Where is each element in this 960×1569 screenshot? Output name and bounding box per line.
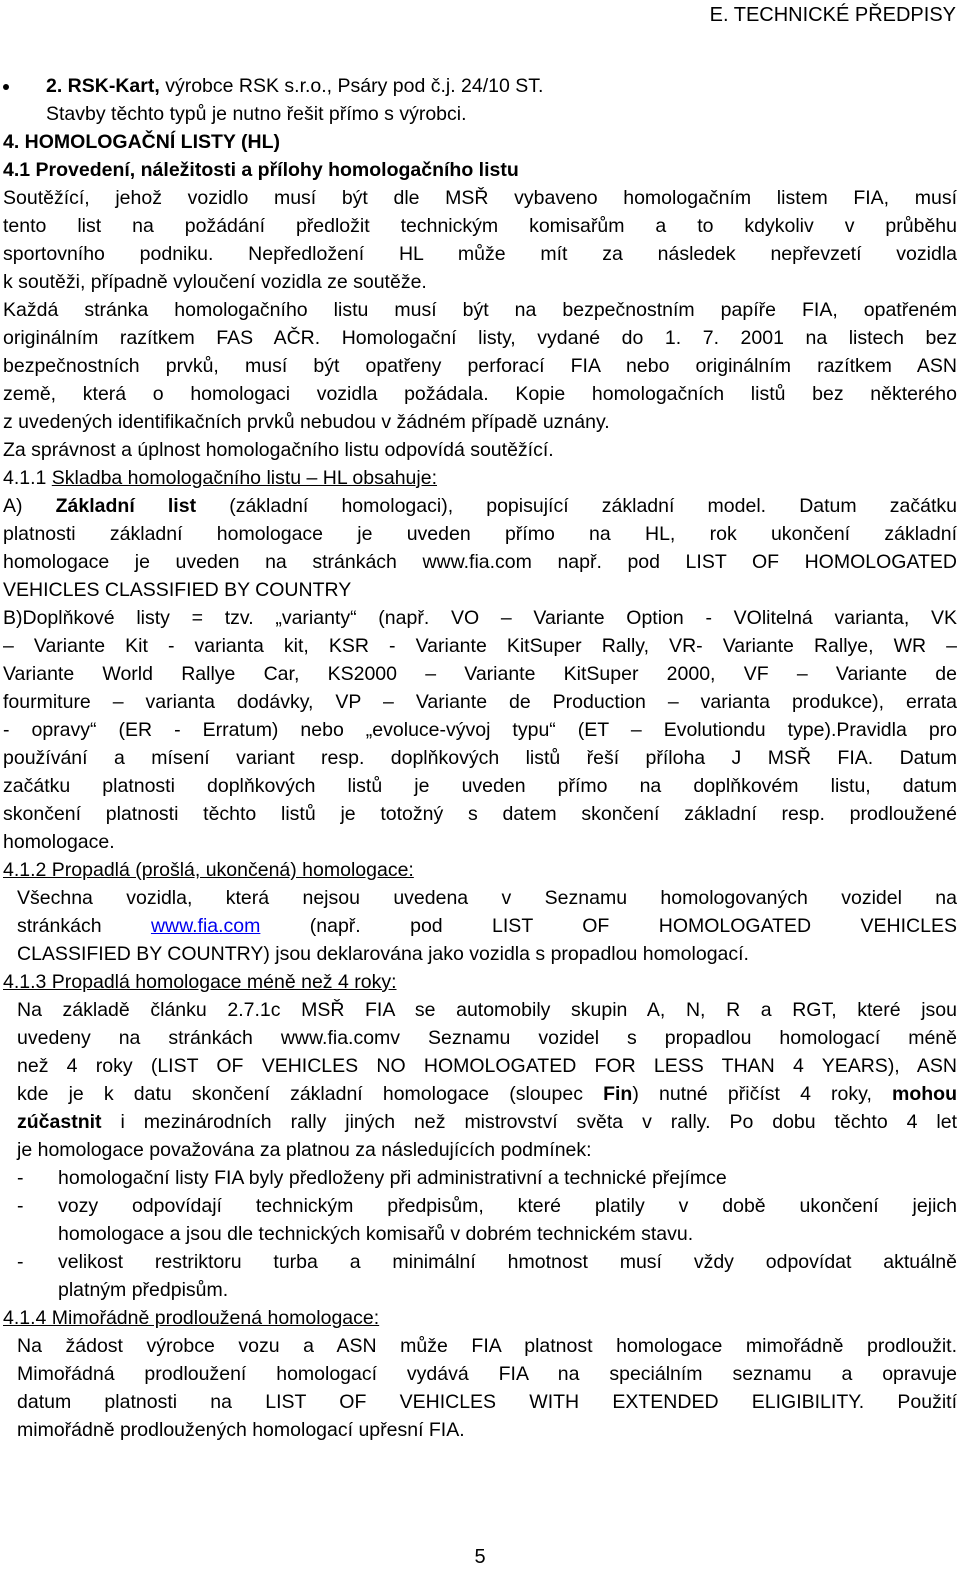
- paragraph-line: Všechna vozidla, která nejsou uvedena v Seznamu homologovaných vozidel na: [17, 887, 957, 909]
- paragraph-line: – Variante Kit - varianta kit, KSR - Variante KitSuper Rally, VR- Variante Rallye, WR –: [3, 635, 957, 657]
- paragraph-line: B)Doplňkové listy = tzv. „varianty“ (např. VO – Variante Option - VOlitelná varianta, VK: [3, 607, 957, 629]
- bullet-title: 2. RSK-Kart,: [46, 75, 160, 97]
- paragraph-line: Soutěžící, jehož vozidlo musí být dle MSŘ vybaveno homologačním listem FIA, musí: [3, 187, 957, 209]
- paragraph-line: bezpečnostních prvků, musí být opatřeny perforací FIA nebo originálním razítkem ASN: [3, 355, 957, 377]
- paragraph-line: Za správnost a úplnost homologačního listu odpovídá soutěžící.: [3, 439, 554, 461]
- paragraph-line: - opravy“ (ER - Erratum) nebo „evoluce-vývoj typu“ (ET – Evolutiondu type).Pravidla pro: [3, 719, 957, 741]
- paragraph-line: Mimořádná prodloužení homologací vydává FIA na speciálním seznamu a opravuje: [17, 1363, 957, 1385]
- paragraph-line: Na žádost výrobce vozu a ASN může FIA platnost homologace mimořádně prodloužit.: [17, 1335, 957, 1357]
- paragraph-line: datum platnosti na LIST OF VEHICLES WITH EXTENDED ELIGIBILITY. Použití: [17, 1391, 957, 1413]
- paragraph-line: A): [3, 495, 56, 517]
- subsection-heading: Skladba homologačního listu – HL obsahuje:: [51, 467, 437, 489]
- subsection-heading: 4.1.2 Propadlá (prošlá, ukončená) homologace:: [3, 859, 414, 881]
- paragraph-line: Variante World Rallye Car, KS2000 – Variante KitSuper 2000, VF – Variante de: [3, 663, 957, 685]
- paragraph-line: uvedeny na stránkách www.fia.comv Seznamu vozidel s propadlou homologací méně: [17, 1027, 957, 1049]
- paragraph-line: i mezinárodních rally jiných než mistrovství světa v rally. Po dobu těchto 4 let: [101, 1111, 957, 1133]
- subsection-heading: 4.1.4 Mimořádně prodloužená homologace:: [3, 1307, 380, 1329]
- fia-link[interactable]: www.fia.com: [150, 915, 261, 937]
- bullet-icon: [3, 84, 9, 90]
- list-item: [17, 1192, 957, 1248]
- paragraph-line: homologace je uveden na stránkách www.fia.com např. pod LIST OF HOMOLOGATED: [3, 551, 957, 573]
- list-item: [17, 1248, 957, 1304]
- page-number: 5: [474, 1546, 486, 1568]
- paragraph-line: (např. pod LIST OF HOMOLOGATED VEHICLES: [260, 915, 957, 937]
- bullet-item: [3, 72, 957, 128]
- paragraph-line: tento list na požádání předložit technickým komisařům a to kdykoliv v průběhu: [3, 215, 957, 237]
- paragraph-line: fourmiture – varianta dodávky, VP – Variante de Production – varianta produkce), errata: [3, 691, 957, 713]
- paragraph-line: Každá stránka homologačního listu musí být na bezpečnostním papíře FIA, opatřeném: [3, 299, 957, 321]
- list-item-text: homologační listy FIA byly předloženy při administrativní a technické přejímce: [58, 1167, 727, 1189]
- dash-marker: -: [17, 1195, 24, 1217]
- term-bold: zúčastnit: [17, 1111, 102, 1133]
- bullet-text: výrobce RSK s.r.o., Psáry pod č.j. 24/10 ST.: [159, 75, 544, 97]
- paragraph-line: (základní homologaci), popisující základní model. Datum začátku: [196, 495, 957, 517]
- paragraph-line: mimořádně prodloužených homologací upřesní FIA.: [17, 1419, 465, 1441]
- running-header: E. TECHNICKÉ PŘEDPISY: [709, 4, 956, 26]
- paragraph-line: je homologace považována za platnou za následujících podmínek:: [17, 1139, 592, 1161]
- paragraph-line: používání a mísení variant resp. doplňkových listů řeší příloha J MSŘ FIA. Datum: [3, 747, 957, 769]
- bullet-text: Stavby těchto typů je nutno řešit přímo s výrobci.: [46, 103, 467, 125]
- paragraph-line: skončení platnosti těchto listů je totožný s datem skončení základní resp. prodloužené: [3, 803, 957, 825]
- paragraph-line: sportovního podniku. Nepředložení HL může mít za následek nepřevzetí vozidla: [3, 243, 957, 265]
- term-bold: mohou: [892, 1083, 957, 1105]
- section-heading: 4.1 Provedení, náležitosti a přílohy homologačního listu: [3, 159, 519, 181]
- list-item-text: homologace a jsou dle technických komisařů v dobrém technickém stavu.: [58, 1223, 694, 1245]
- subsection-heading: 4.1.3 Propadlá homologace méně než 4 roky:: [3, 971, 397, 993]
- list-item-text: platným předpisům.: [58, 1279, 229, 1301]
- paragraph-line: platnosti základní homologace je uveden přímo na HL, rok ukončení základní: [3, 523, 957, 545]
- paragraph-line: země, která o homologaci vozidla požádala. Kopie homologačních listů bez některého: [3, 383, 957, 405]
- document-body: [3, 72, 957, 1444]
- list-item-text: velikost restriktoru turba a minimální hmotnost musí vždy odpovídat aktuálně: [58, 1251, 957, 1273]
- paragraph-line: stránkách: [17, 915, 151, 937]
- dash-marker: -: [17, 1251, 24, 1273]
- paragraph-line: k soutěži, případně vyloučení vozidla ze soutěže.: [3, 271, 427, 293]
- paragraph-line: Na základě článku 2.7.1c MSŘ FIA se automobily skupin A, N, R a RGT, které jsou: [17, 999, 957, 1021]
- paragraph-line: kde je k datu skončení základní homologace (sloupec: [17, 1083, 604, 1105]
- paragraph-line: VEHICLES CLASSIFIED BY COUNTRY: [3, 579, 352, 601]
- list-item-text: vozy odpovídají technickým předpisům, které platily v době ukončení jejich: [58, 1195, 957, 1217]
- dash-marker: -: [17, 1167, 24, 1189]
- term-bold: Fin: [603, 1083, 633, 1105]
- paragraph-line: začátku platnosti doplňkových listů je uveden přímo na doplňkovém listu, datum: [3, 775, 957, 797]
- term-bold: Základní list: [55, 495, 197, 517]
- list-item: [17, 1164, 957, 1192]
- paragraph-line: originálním razítkem FAS AČR. Homologační listy, vydané do 1. 7. 2001 na listech bez: [3, 327, 957, 349]
- paragraph-line: z uvedených identifikačních prvků nebudou v žádném případě uznány.: [3, 411, 610, 433]
- paragraph-line: než 4 roky (LIST OF VEHICLES NO HOMOLOGATED FOR LESS THAN 4 YEARS), ASN: [17, 1055, 957, 1077]
- paragraph-line: homologace.: [3, 831, 115, 853]
- paragraph-line: CLASSIFIED BY COUNTRY) jsou deklarována jako vozidla s propadlou homologací.: [17, 943, 749, 965]
- section-heading: 4. HOMOLOGAČNÍ LISTY (HL): [3, 131, 280, 153]
- paragraph-line: ) nutné přičíst 4 roky,: [632, 1083, 893, 1105]
- subsection-number: 4.1.1: [3, 467, 52, 489]
